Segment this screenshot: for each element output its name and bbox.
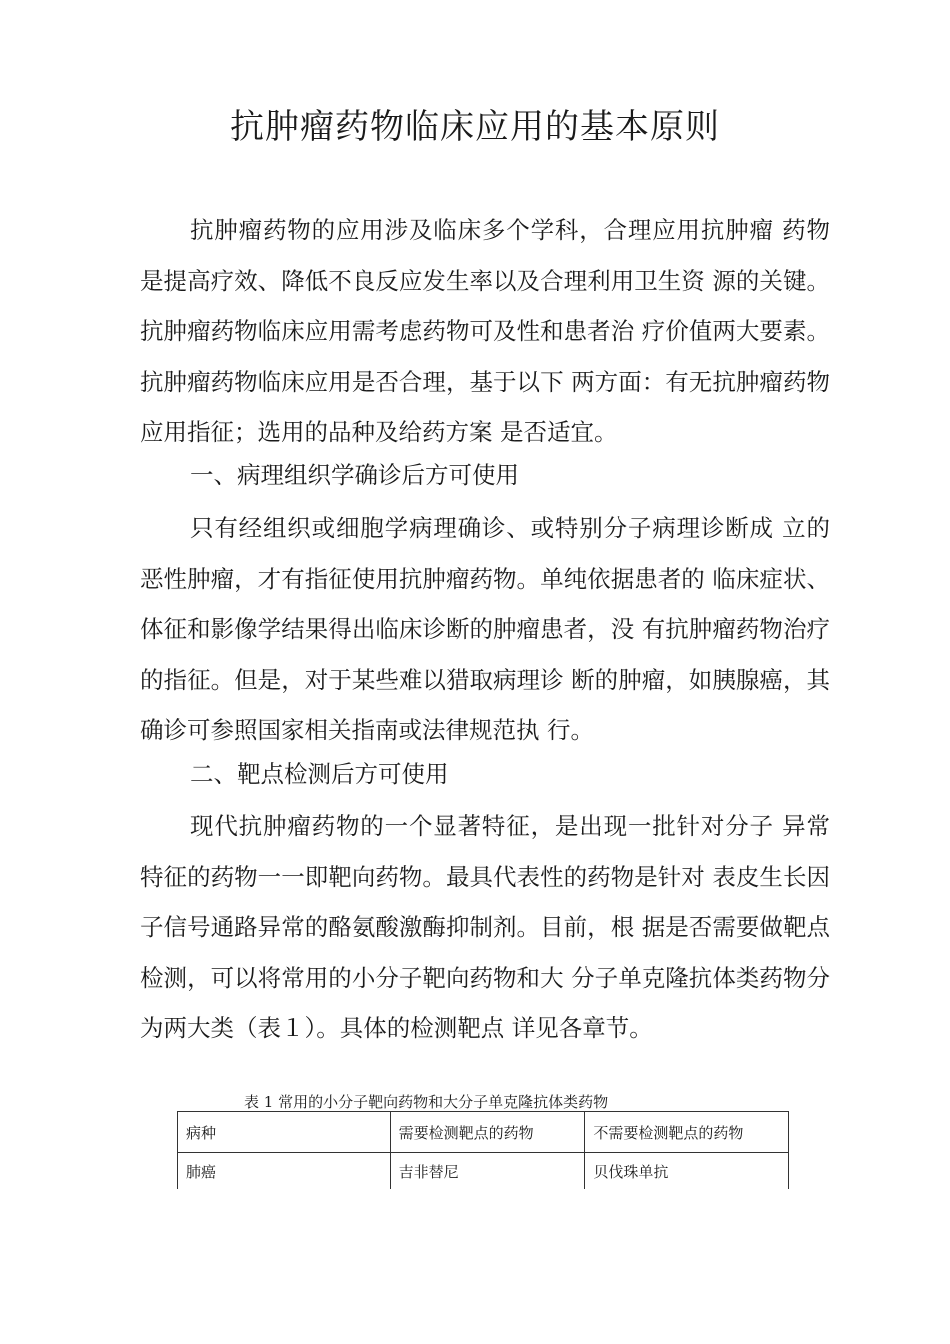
table-row — [178, 1153, 789, 1190]
table-header-cell: 需要检测靶点的药物 — [390, 1112, 585, 1153]
table-header-row — [178, 1112, 789, 1153]
table-header-cell: 不需要检测靶点的药物 — [585, 1112, 789, 1153]
intro-paragraph: 抗肿瘤药物的应用涉及临床多个学科，合理应用抗肿瘤 药物是提高疗效、降低不良反应发生率以及合理利用卫生资 源的关键。抗肿瘤药物临床应用需考虑药物可及性和患者治 疗价值两大要素。抗肿瘤药物临床应用是否合理，基于以下 两方面：有无抗肿瘤药物应用指征；选用的品种及给药方案 是否适宜。 — [140, 216, 830, 446]
table-header-cell: 病种 — [178, 1112, 391, 1153]
drug-table — [177, 1111, 789, 1189]
table-cell: 贝伐珠单抗 — [585, 1153, 789, 1190]
table-cell: 肺癌 — [178, 1153, 391, 1190]
section-1-heading: 一、病理组织学确诊后方可使用 — [190, 461, 519, 489]
section-2-paragraph: 现代抗肿瘤药物的一个显著特征，是出现一批针对分子 异常特征的药物一一即靶向药物。最具代表性的药物是针对 表皮生长因子信号通路异常的酪氨酸激酶抑制剂。目前，根 据是否需要做靶点检测，可以将常用的小分子靶向药物和大 分子单克隆抗体类药物分为两大类（表１）。具体的检测靶点 详见各章节。 — [140, 812, 830, 1042]
section-1-paragraph: 只有经组织或细胞学病理确诊、或特别分子病理诊断成 立的恶性肿瘤，才有指征使用抗肿瘤药物。单纯依据患者的 临床症状、体征和影像学结果得出临床诊断的肿瘤患者，没 有抗肿瘤药物治疗的指征。但是，对于某些难以猎取病理诊 断的肿瘤，如胰腺癌，其确诊可参照国家相关指南或法律规范执 行。 — [140, 514, 830, 744]
section-2-heading: 二、靶点检测后方可使用 — [190, 760, 449, 788]
table-cell: 吉非替尼 — [390, 1153, 585, 1190]
table-caption: 表 1 常用的小分子靶向药物和大分子单克隆抗体类药物 — [244, 1093, 609, 1111]
page-title: 抗肿瘤药物临床应用的基本原则 — [230, 107, 720, 147]
